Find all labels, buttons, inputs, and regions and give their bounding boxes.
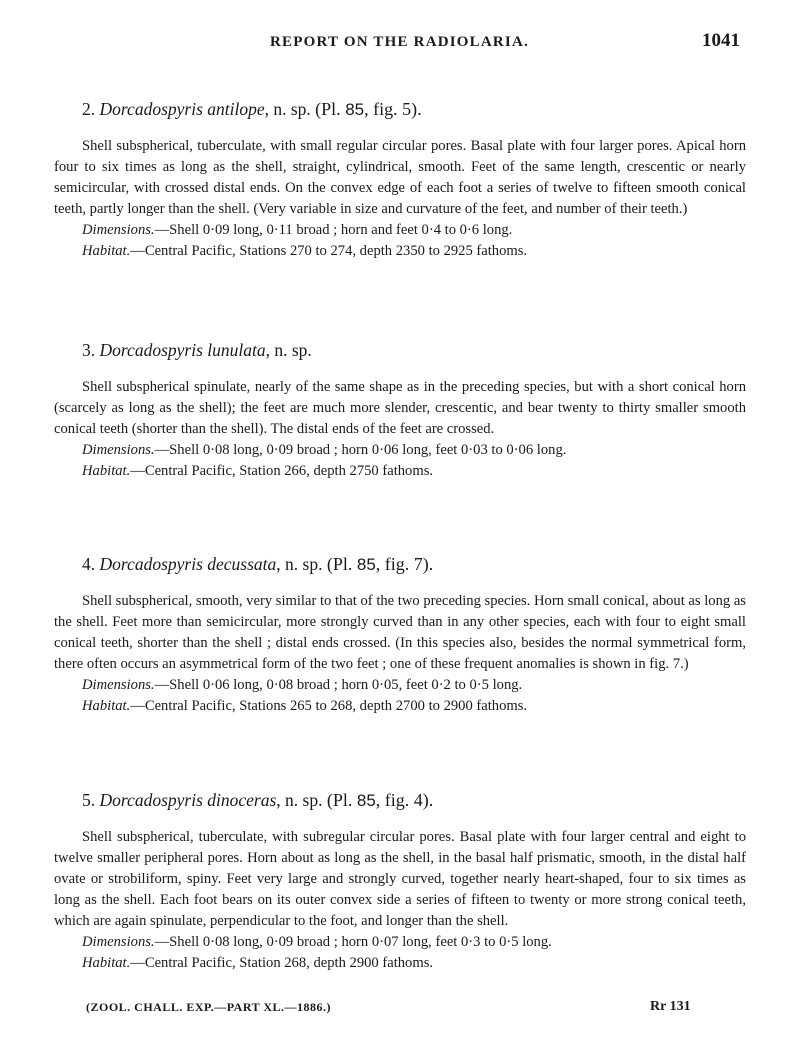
species-suffix: , n. sp. bbox=[276, 554, 323, 574]
species-entry-antilope bbox=[54, 99, 746, 262]
species-title bbox=[82, 99, 746, 120]
species-title bbox=[82, 790, 746, 811]
species-suffix: , n. sp. bbox=[276, 790, 323, 810]
species-habitat: Habitat.—Central Pacific, Station 266, depth 2750 fathoms. bbox=[82, 463, 434, 479]
footer-signature-mark: Rr 131 bbox=[650, 999, 691, 1014]
species-dimensions: Dimensions.—Shell 0·08 long, 0·09 broad ; horn 0·06 long, feet 0·03 to 0·06 long. bbox=[82, 442, 567, 458]
species-description: Shell subspherical, tuberculate, with small regular circular pores. Basal plate with four larger pores. Apical horn four to six times as long as the shell, straight, cylindrical, smooth. Feet of the same length, crescentic or nearly semicircular, with crossed distal ends. On the convex edge of each foot a series of twelve to fifteen smooth conical teeth, partly longer than the shell. (Very variable in size and curvature of the feet, and number of their teeth.) bbox=[54, 138, 746, 217]
page-number: 1041 bbox=[702, 30, 740, 51]
species-number: 5. bbox=[82, 790, 96, 810]
species-name: Dorcadospyris dinoceras bbox=[99, 790, 277, 810]
plate-reference: (Pl. 85, fig. 4). bbox=[326, 790, 434, 810]
plate-reference: (Pl. 85, fig. 5). bbox=[315, 99, 422, 119]
species-description: Shell subspherical spinulate, nearly of the same shape as in the preceding species, but with a short conical horn (scarcely as long as the shell); the feet are much more slender, crescentic, and bear twenty to thirty smaller smooth conical teeth (shorter than the shell). The distal ends of the feet are crossed. bbox=[54, 379, 746, 437]
species-entry-lunulata bbox=[54, 340, 746, 482]
species-title bbox=[82, 340, 746, 361]
species-description: Shell subspherical, smooth, very similar to that of the two preceding species. Horn small conical, about as long as the shell. Feet more than semicircular, more strongly curved than in any other species, each with four to eight small conical teeth, shorter than the shell ; distal ends crossed. (In this species also, besides the normal symmetrical form, there often occurs an asymmetrical form of the two feet ; one of these frequent anomalies is shown in fig. 7.) bbox=[54, 593, 746, 672]
species-dimensions: Dimensions.—Shell 0·09 long, 0·11 broad ; horn and feet 0·4 to 0·6 long. bbox=[82, 222, 513, 238]
species-number: 2. bbox=[82, 99, 96, 119]
species-name: Dorcadospyris lunulata bbox=[99, 340, 266, 360]
species-title bbox=[82, 554, 746, 575]
species-description: Shell subspherical, tuberculate, with subregular circular pores. Basal plate with four larger central and eight to twelve smaller peripheral pores. Horn about as long as the shell, in the basal half prismatic, smooth, in the distal half ovate or strobiliform, spiny. Feet very large and strongly curved, together nearly heart-shaped, four to six times as long as the shell. Each foot bears on its outer convex side a series of fifteen to twenty or more strong conical teeth, which are again spinulate, perpendicular to the foot, and longer than the shell. bbox=[54, 829, 746, 929]
species-entry-decussata bbox=[54, 554, 746, 717]
species-number: 3. bbox=[82, 340, 96, 360]
plate-reference: (Pl. 85, fig. 7). bbox=[326, 554, 434, 574]
species-habitat: Habitat.—Central Pacific, Stations 265 to 268, depth 2700 to 2900 fathoms. bbox=[82, 698, 528, 714]
species-suffix: , n. sp. bbox=[264, 99, 311, 119]
species-dimensions: Dimensions.—Shell 0·06 long, 0·08 broad ; horn 0·05, feet 0·2 to 0·5 long. bbox=[82, 677, 523, 693]
species-habitat: Habitat.—Central Pacific, Station 268, depth 2900 fathoms. bbox=[82, 955, 434, 971]
species-name: Dorcadospyris antilope bbox=[99, 99, 265, 119]
species-name: Dorcadospyris decussata bbox=[99, 554, 277, 574]
footer-publication-note: (ZOOL. CHALL. EXP.—PART XL.—1886.) bbox=[86, 1000, 332, 1014]
running-title: REPORT ON THE RADIOLARIA. bbox=[270, 34, 529, 50]
species-entry-dinoceras bbox=[54, 790, 746, 974]
species-number: 4. bbox=[82, 554, 96, 574]
species-suffix: , n. sp. bbox=[265, 340, 312, 360]
species-dimensions: Dimensions.—Shell 0·08 long, 0·09 broad ; horn 0·07 long, feet 0·3 to 0·5 long. bbox=[82, 934, 552, 950]
species-habitat: Habitat.—Central Pacific, Stations 270 to 274, depth 2350 to 2925 fathoms. bbox=[82, 243, 528, 259]
